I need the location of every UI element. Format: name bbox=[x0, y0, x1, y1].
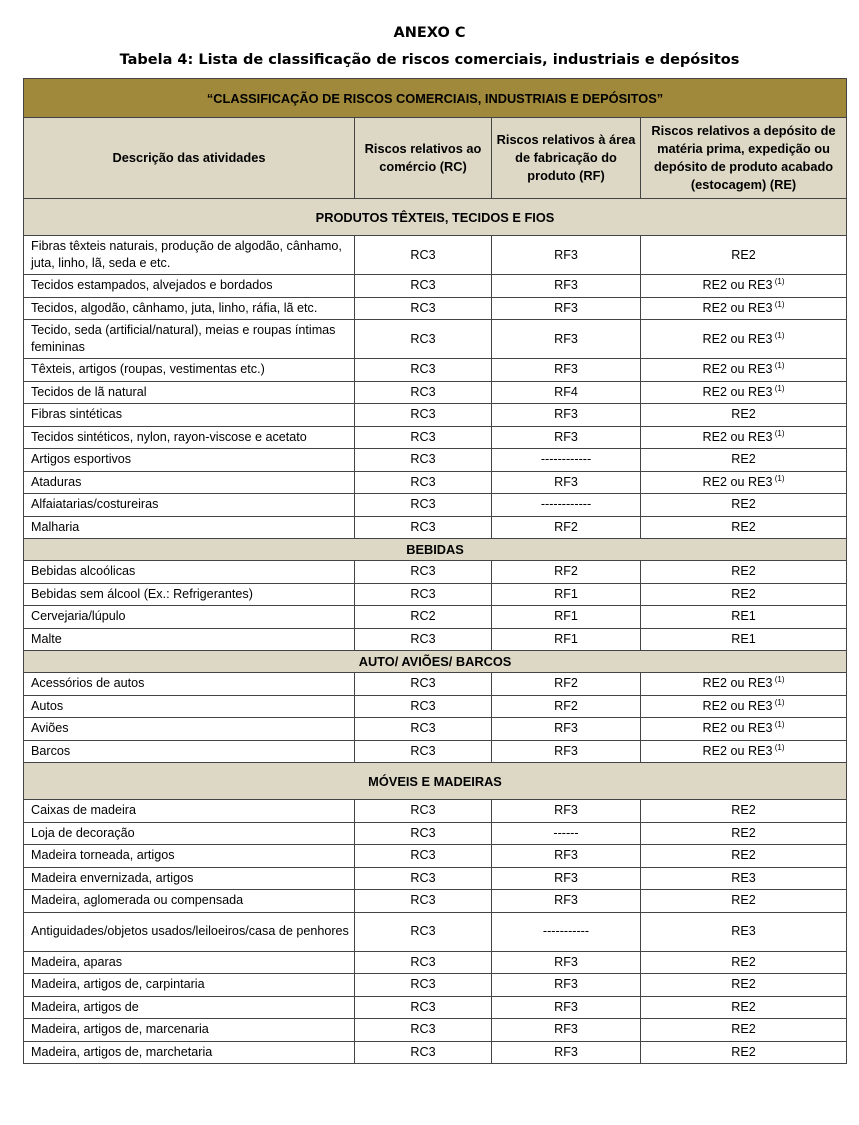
re-text: RE1 bbox=[731, 631, 756, 646]
header-rf: Riscos relativos à área de fabricação do produto (RF) bbox=[492, 118, 641, 199]
table-row bbox=[24, 822, 847, 845]
re-value bbox=[641, 822, 847, 845]
activity-description: Tecido, seda (artificial/natural), meias e roupas íntimas femininas bbox=[24, 320, 355, 359]
risk-classification-table bbox=[23, 78, 847, 1064]
re-value bbox=[641, 718, 847, 741]
table-row bbox=[24, 628, 847, 651]
activity-description: Madeira, artigos de bbox=[24, 996, 355, 1019]
rf-value: ------------ bbox=[492, 494, 641, 517]
re-value bbox=[641, 426, 847, 449]
header-description: Descrição das atividades bbox=[24, 118, 355, 199]
re-text: RE2 bbox=[731, 1022, 756, 1037]
re-value bbox=[641, 516, 847, 539]
activity-description: Malharia bbox=[24, 516, 355, 539]
re-text: RE2 bbox=[731, 519, 756, 534]
activity-description: Bebidas sem álcool (Ex.: Refrigerantes) bbox=[24, 583, 355, 606]
re-value bbox=[641, 996, 847, 1019]
rf-value: RF3 bbox=[492, 275, 641, 298]
activity-description: Madeira, artigos de, marchetaria bbox=[24, 1041, 355, 1064]
activity-description: Caixas de madeira bbox=[24, 800, 355, 823]
activity-description: Madeira, aglomerada ou compensada bbox=[24, 890, 355, 913]
re-text: RE2 ou RE3 bbox=[702, 300, 773, 315]
rf-value: RF3 bbox=[492, 974, 641, 997]
activity-description: Madeira envernizada, artigos bbox=[24, 867, 355, 890]
rf-value: RF2 bbox=[492, 673, 641, 696]
re-text: RE2 bbox=[731, 893, 756, 908]
table-row bbox=[24, 718, 847, 741]
re-value bbox=[641, 297, 847, 320]
section-row bbox=[24, 763, 847, 800]
footnote-mark: (1) bbox=[772, 299, 785, 309]
rf-value: RF4 bbox=[492, 381, 641, 404]
rc-value: RC3 bbox=[355, 718, 492, 741]
re-value bbox=[641, 800, 847, 823]
rf-value: ----------- bbox=[492, 912, 641, 951]
re-value bbox=[641, 471, 847, 494]
rc-value: RC3 bbox=[355, 951, 492, 974]
table-title: Tabela 4: Lista de classificação de riscos comerciais, industriais e depósitos bbox=[119, 52, 740, 68]
rc-value: RC3 bbox=[355, 297, 492, 320]
table-row bbox=[24, 996, 847, 1019]
section-row bbox=[24, 651, 847, 673]
re-value bbox=[641, 583, 847, 606]
activity-description: Ataduras bbox=[24, 471, 355, 494]
rc-value: RC3 bbox=[355, 449, 492, 472]
rf-value: RF3 bbox=[492, 951, 641, 974]
table-row bbox=[24, 404, 847, 427]
table-row bbox=[24, 516, 847, 539]
table-row bbox=[24, 740, 847, 763]
table-row bbox=[24, 1041, 847, 1064]
re-value bbox=[641, 1019, 847, 1042]
table-row bbox=[24, 890, 847, 913]
footnote-mark: (1) bbox=[772, 473, 785, 483]
table-row bbox=[24, 912, 847, 951]
section-row bbox=[24, 539, 847, 561]
activity-description: Tecidos, algodão, cânhamo, juta, linho, ráfia, lã etc. bbox=[24, 297, 355, 320]
header-rc: Riscos relativos ao comércio (RC) bbox=[355, 118, 492, 199]
rf-value: RF3 bbox=[492, 740, 641, 763]
footnote-mark: (1) bbox=[772, 720, 785, 730]
re-text: RE2 bbox=[731, 247, 756, 262]
re-value bbox=[641, 673, 847, 696]
re-text: RE2 ou RE3 bbox=[702, 362, 773, 377]
re-text: RE2 ou RE3 bbox=[702, 474, 773, 489]
rc-value: RC3 bbox=[355, 845, 492, 868]
table-banner-row bbox=[24, 79, 847, 118]
re-text: RE2 ou RE3 bbox=[702, 331, 773, 346]
rc-value: RC3 bbox=[355, 320, 492, 359]
re-value bbox=[641, 359, 847, 382]
activity-description: Madeira, artigos de, carpintaria bbox=[24, 974, 355, 997]
footnote-mark: (1) bbox=[772, 361, 785, 371]
table-row bbox=[24, 449, 847, 472]
activity-description: Bebidas alcoólicas bbox=[24, 561, 355, 584]
rf-value: RF3 bbox=[492, 359, 641, 382]
activity-description: Madeira torneada, artigos bbox=[24, 845, 355, 868]
table-row bbox=[24, 673, 847, 696]
re-text: RE2 bbox=[731, 564, 756, 579]
re-value bbox=[641, 494, 847, 517]
table-row bbox=[24, 606, 847, 629]
re-text: RE2 bbox=[731, 803, 756, 818]
rc-value: RC3 bbox=[355, 822, 492, 845]
re-text: RE2 bbox=[731, 848, 756, 863]
rc-value: RC3 bbox=[355, 359, 492, 382]
re-value bbox=[641, 236, 847, 275]
re-value bbox=[641, 275, 847, 298]
re-value bbox=[641, 1041, 847, 1064]
footnote-mark: (1) bbox=[772, 697, 785, 707]
rf-value: RF2 bbox=[492, 516, 641, 539]
footnote-mark: (1) bbox=[772, 428, 785, 438]
rc-value: RC3 bbox=[355, 404, 492, 427]
re-text: RE2 ou RE3 bbox=[702, 721, 773, 736]
re-value bbox=[641, 606, 847, 629]
table-row bbox=[24, 297, 847, 320]
re-value bbox=[641, 381, 847, 404]
re-text: RE2 bbox=[731, 586, 756, 601]
activity-description: Madeira, artigos de, marcenaria bbox=[24, 1019, 355, 1042]
activity-description: Madeira, aparas bbox=[24, 951, 355, 974]
rf-value: RF3 bbox=[492, 718, 641, 741]
rc-value: RC3 bbox=[355, 426, 492, 449]
activity-description: Aviões bbox=[24, 718, 355, 741]
re-value bbox=[641, 740, 847, 763]
re-value bbox=[641, 695, 847, 718]
section-row bbox=[24, 199, 847, 236]
table-row bbox=[24, 951, 847, 974]
rc-value: RC3 bbox=[355, 381, 492, 404]
rf-value: RF3 bbox=[492, 471, 641, 494]
re-text: RE2 bbox=[731, 497, 756, 512]
re-text: RE2 ou RE3 bbox=[702, 278, 773, 293]
activity-description: Fibras têxteis naturais, produção de algodão, cânhamo, juta, linho, lã, seda e etc. bbox=[24, 236, 355, 275]
re-text: RE3 bbox=[731, 924, 756, 938]
rf-value: RF3 bbox=[492, 426, 641, 449]
rf-value: RF2 bbox=[492, 695, 641, 718]
table-row bbox=[24, 320, 847, 359]
rc-value: RC3 bbox=[355, 471, 492, 494]
activity-description: Artigos esportivos bbox=[24, 449, 355, 472]
rc-value: RC3 bbox=[355, 275, 492, 298]
rc-value: RC3 bbox=[355, 800, 492, 823]
footnote-mark: (1) bbox=[772, 675, 785, 685]
rf-value: RF2 bbox=[492, 561, 641, 584]
re-value bbox=[641, 912, 847, 951]
rf-value: RF3 bbox=[492, 1041, 641, 1064]
re-text: RE2 bbox=[731, 1044, 756, 1059]
re-text: RE3 bbox=[731, 870, 756, 885]
re-text: RE1 bbox=[731, 609, 756, 624]
header-row bbox=[24, 118, 847, 199]
re-value bbox=[641, 845, 847, 868]
table-row bbox=[24, 583, 847, 606]
rc-value: RC3 bbox=[355, 494, 492, 517]
rc-value: RC3 bbox=[355, 236, 492, 275]
rf-value: RF1 bbox=[492, 628, 641, 651]
re-value bbox=[641, 628, 847, 651]
table-row bbox=[24, 426, 847, 449]
rc-value: RC3 bbox=[355, 628, 492, 651]
rf-value: RF3 bbox=[492, 236, 641, 275]
rf-value: RF3 bbox=[492, 800, 641, 823]
rc-value: RC3 bbox=[355, 673, 492, 696]
re-text: RE2 bbox=[731, 954, 756, 969]
table-row bbox=[24, 845, 847, 868]
footnote-mark: (1) bbox=[772, 383, 785, 393]
activity-description: Acessórios de autos bbox=[24, 673, 355, 696]
rf-value: RF3 bbox=[492, 1019, 641, 1042]
rf-value: RF3 bbox=[492, 320, 641, 359]
table-row bbox=[24, 359, 847, 382]
rc-value: RC3 bbox=[355, 1041, 492, 1064]
rc-value: RC3 bbox=[355, 740, 492, 763]
header-re: Riscos relativos a depósito de matéria prima, expedição ou depósito de produto acabado (estocagem) (RE) bbox=[641, 118, 847, 199]
re-value bbox=[641, 561, 847, 584]
rf-value: RF3 bbox=[492, 890, 641, 913]
re-text: RE2 bbox=[731, 977, 756, 992]
re-value bbox=[641, 449, 847, 472]
rf-value: RF1 bbox=[492, 606, 641, 629]
table-row bbox=[24, 494, 847, 517]
re-value bbox=[641, 951, 847, 974]
table-row bbox=[24, 471, 847, 494]
annex-title: ANEXO C bbox=[393, 25, 466, 41]
table-row bbox=[24, 236, 847, 275]
rf-value: RF3 bbox=[492, 867, 641, 890]
activity-description: Tecidos sintéticos, nylon, rayon-viscose e acetato bbox=[24, 426, 355, 449]
table-body bbox=[24, 199, 847, 1064]
activity-description: Malte bbox=[24, 628, 355, 651]
activity-description: Tecidos de lã natural bbox=[24, 381, 355, 404]
rc-value: RC3 bbox=[355, 583, 492, 606]
activity-description: Loja de decoração bbox=[24, 822, 355, 845]
rc-value: RC3 bbox=[355, 516, 492, 539]
re-text: RE2 ou RE3 bbox=[702, 698, 773, 713]
rc-value: RC3 bbox=[355, 974, 492, 997]
section-title: AUTO/ AVIÕES/ BARCOS bbox=[24, 651, 847, 673]
re-text: RE2 ou RE3 bbox=[702, 676, 773, 691]
rf-value: ------ bbox=[492, 822, 641, 845]
section-title: MÓVEIS E MADEIRAS bbox=[24, 763, 847, 800]
re-value bbox=[641, 404, 847, 427]
re-value bbox=[641, 867, 847, 890]
re-value bbox=[641, 320, 847, 359]
re-text: RE2 ou RE3 bbox=[702, 384, 773, 399]
table-banner: “CLASSIFICAÇÃO DE RISCOS COMERCIAIS, INDUSTRIAIS E DEPÓSITOS” bbox=[24, 79, 847, 118]
activity-description: Cervejaria/lúpulo bbox=[24, 606, 355, 629]
rc-value: RC3 bbox=[355, 867, 492, 890]
re-text: RE2 bbox=[731, 999, 756, 1014]
activity-description: Barcos bbox=[24, 740, 355, 763]
re-text: RE2 bbox=[731, 825, 756, 840]
footnote-mark: (1) bbox=[772, 742, 785, 752]
rf-value: RF3 bbox=[492, 297, 641, 320]
re-text: RE2 bbox=[731, 452, 756, 467]
table-row bbox=[24, 275, 847, 298]
re-value bbox=[641, 890, 847, 913]
table-row bbox=[24, 974, 847, 997]
table-row bbox=[24, 867, 847, 890]
rc-value: RC3 bbox=[355, 561, 492, 584]
re-text: RE2 ou RE3 bbox=[702, 743, 773, 758]
rc-value: RC3 bbox=[355, 912, 492, 951]
footnote-mark: (1) bbox=[772, 277, 785, 287]
activity-description: Fibras sintéticas bbox=[24, 404, 355, 427]
rf-value: RF3 bbox=[492, 996, 641, 1019]
rc-value: RC3 bbox=[355, 890, 492, 913]
section-title: BEBIDAS bbox=[24, 539, 847, 561]
table-row bbox=[24, 695, 847, 718]
rf-value: RF3 bbox=[492, 845, 641, 868]
table-row bbox=[24, 1019, 847, 1042]
table-row bbox=[24, 800, 847, 823]
rc-value: RC3 bbox=[355, 695, 492, 718]
re-text: RE2 ou RE3 bbox=[702, 429, 773, 444]
rf-value: ------------ bbox=[492, 449, 641, 472]
rc-value: RC3 bbox=[355, 1019, 492, 1042]
footnote-mark: (1) bbox=[772, 330, 785, 340]
activity-description: Têxteis, artigos (roupas, vestimentas etc.) bbox=[24, 359, 355, 382]
re-text: RE2 bbox=[731, 407, 756, 422]
re-value bbox=[641, 974, 847, 997]
activity-description: Alfaiatarias/costureiras bbox=[24, 494, 355, 517]
rf-value: RF3 bbox=[492, 404, 641, 427]
activity-description: Tecidos estampados, alvejados e bordados bbox=[24, 275, 355, 298]
section-title: PRODUTOS TÊXTEIS, TECIDOS E FIOS bbox=[24, 199, 847, 236]
table-row bbox=[24, 561, 847, 584]
activity-description: Antiguidades/objetos usados/leiloeiros/casa de penhores bbox=[24, 912, 355, 951]
rf-value: RF1 bbox=[492, 583, 641, 606]
activity-description: Autos bbox=[24, 695, 355, 718]
rc-value: RC3 bbox=[355, 996, 492, 1019]
rc-value: RC2 bbox=[355, 606, 492, 629]
table-row bbox=[24, 381, 847, 404]
